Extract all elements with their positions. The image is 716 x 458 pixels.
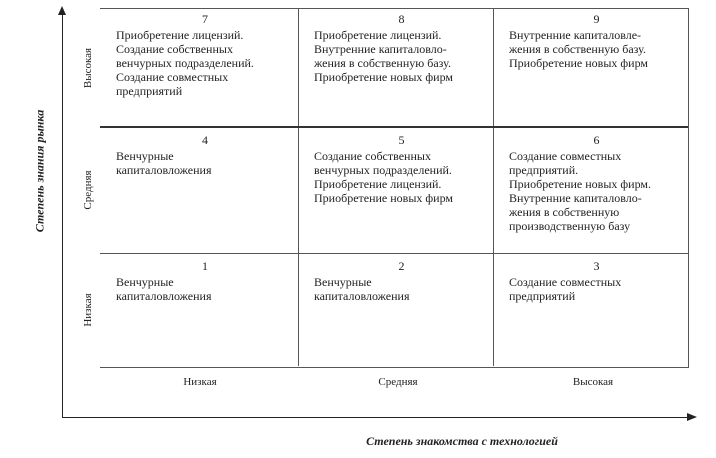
cell-line: Внутренние капиталовло- xyxy=(314,42,447,56)
cell-line: Венчурные xyxy=(116,149,174,163)
cell-line: Создание совместных xyxy=(116,70,229,84)
cell-6 xyxy=(493,133,688,233)
cell-line: капиталовложения xyxy=(314,289,410,303)
row-label-low: Низкая xyxy=(82,293,94,327)
cell-8 xyxy=(298,12,493,84)
cell-number: 6 xyxy=(593,133,600,147)
row-label-medium: Средняя xyxy=(82,170,94,210)
grid-divider-h1 xyxy=(100,126,688,128)
y-axis-arrow xyxy=(58,6,66,15)
cell-number: 7 xyxy=(202,12,208,26)
cell-line: капиталовложения xyxy=(116,163,212,177)
x-axis-arrow xyxy=(687,413,697,421)
cell-line: Внутренние капиталовло- xyxy=(509,191,642,205)
cell-number: 8 xyxy=(398,12,405,26)
cell-line: предприятий xyxy=(116,84,183,98)
cell-line: Приобретение новых фирм xyxy=(314,191,454,205)
cell-line: капиталовложения xyxy=(116,289,212,303)
cell-line: производственную базу xyxy=(509,219,631,233)
cell-line: жения в собственную базу. xyxy=(314,56,451,70)
col-label-low: Низкая xyxy=(183,376,217,388)
cell-line: Создание собственных xyxy=(116,42,233,56)
cell-line: Приобретение новых фирм xyxy=(509,56,649,70)
cell-7 xyxy=(100,12,298,98)
cell-line: Приобретение новых фирм. xyxy=(509,177,652,191)
cell-line: предприятий xyxy=(509,289,576,303)
cell-number: 9 xyxy=(593,12,600,26)
cell-number: 3 xyxy=(593,259,600,273)
cell-2 xyxy=(298,259,493,303)
cell-line: Приобретение лицензий. xyxy=(116,28,244,42)
cell-number: 1 xyxy=(202,259,208,273)
cell-line: Приобретение лицензий. xyxy=(314,177,442,191)
cell-9 xyxy=(493,12,688,70)
cell-line: жения в собственную базу. xyxy=(509,42,646,56)
cell-line: предприятий. xyxy=(509,163,579,177)
cell-line: Приобретение лицензий. xyxy=(314,28,442,42)
cell-line: Создание совместных xyxy=(509,275,622,289)
cell-line: Создание совместных xyxy=(509,149,622,163)
cell-line: венчурных подразделений. xyxy=(116,56,254,70)
cell-line: венчурных подразделений. xyxy=(314,163,452,177)
row-label-high: Высокая xyxy=(82,47,94,89)
cell-3 xyxy=(493,259,688,303)
cell-line: Создание собственных xyxy=(314,149,431,163)
x-axis-title: Степень знакомства с технологией xyxy=(366,434,558,448)
cell-number: 2 xyxy=(398,259,405,273)
x-axis xyxy=(62,417,688,418)
col-label-medium: Средняя xyxy=(378,376,418,388)
cell-line: Внутренние капиталовле- xyxy=(509,28,642,42)
y-axis-title: Степень знания рынка xyxy=(32,109,47,233)
cell-number: 4 xyxy=(202,133,208,147)
cell-line: Приобретение новых фирм xyxy=(314,70,454,84)
grid-divider-h2 xyxy=(100,253,688,254)
cell-4 xyxy=(100,133,298,177)
cell-5 xyxy=(298,133,493,205)
cell-line: Венчурные xyxy=(116,275,174,289)
cell-line: Венчурные xyxy=(314,275,372,289)
cell-number: 5 xyxy=(398,133,405,147)
y-axis xyxy=(62,14,63,418)
cell-1 xyxy=(100,259,298,303)
col-label-high: Высокая xyxy=(572,376,614,388)
cell-line: жения в собственную xyxy=(509,205,620,219)
